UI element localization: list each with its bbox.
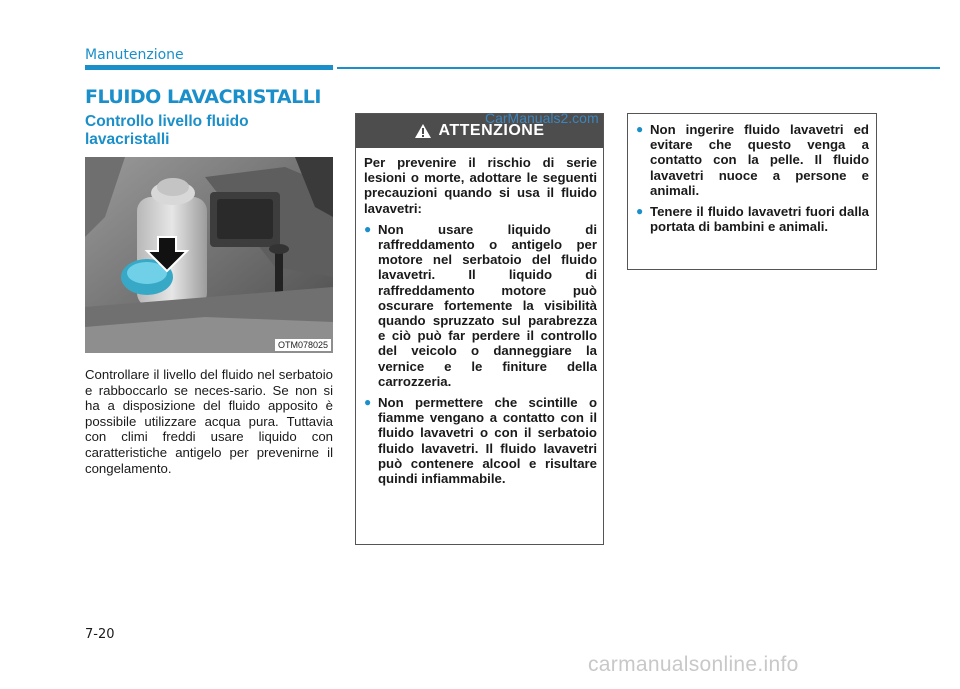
warning-bullet-text: Non permettere che scintille o fiamme vengano a contatto con il fluido lavavetri o con il serbatoio fluido lavavetri. Il fluido lavavetri può contenere alcool e risultare quindi infiammabile. — [378, 395, 597, 487]
header-rule-thick — [85, 65, 333, 70]
side-bullet-text: Non ingerire fluido lavavetri ed evitare che questo venga a contatto con la pelle. Il fluido lavavetri nuoce a persone e animali. — [650, 122, 869, 198]
bullet-icon: ● — [364, 395, 372, 410]
section-label: Manutenzione — [85, 47, 184, 63]
warning-body — [356, 148, 603, 486]
washer-reservoir-photo — [85, 157, 333, 353]
watermark-top: CarManuals2.com — [485, 110, 599, 126]
side-warning-box — [627, 113, 877, 270]
page-number: 7-20 — [85, 627, 115, 642]
side-bullet-text: Tenere il fluido lavavetri fuori dalla portata di bambini e animali. — [650, 204, 869, 235]
warning-bullet — [364, 222, 597, 389]
side-bullet — [636, 122, 869, 198]
page-title: FLUIDO LAVACRISTALLI — [85, 86, 321, 108]
warning-bullet-text: Non usare liquido di raffreddamento o antigelo per motore nel serbatoio del fluido lavavetri. Il liquido di raffreddamento motore può oscurare fortemente la visibilità quando spruzzato sul parabrezza e ciò può far perdere il controllo del veicolo o danneggiare la vernice e le finiture della carrozzeria. — [378, 221, 597, 389]
warning-box — [355, 113, 604, 545]
warning-title: ATTENZIONE — [438, 122, 545, 139]
warning-intro: Per prevenire il rischio di serie lesioni o morte, adottare le seguenti precauzioni quando si usa il fluido lavavetri: — [364, 155, 597, 216]
warning-triangle-icon — [414, 123, 432, 139]
header-rule-thin — [337, 67, 940, 69]
body-paragraph: Controllare il livello del fluido nel serbatoio e rabboccarlo se neces-sario. Se non si ha a disposizione del fluido apposito è possibile utilizzare acqua pura. Tuttavia con climi freddi usare liquido con caratteristiche antigelo per prevenirne il congelamento. — [85, 367, 333, 476]
warning-bullet — [364, 395, 597, 486]
section-subtitle: Controllo livello fluido lavacristalli — [85, 113, 249, 148]
side-bullet — [636, 204, 869, 234]
watermark-bottom: carmanualsonline.info — [588, 653, 799, 676]
photo-code: OTM078025 — [275, 339, 331, 351]
bullet-icon: ● — [636, 122, 644, 136]
bullet-icon: ● — [364, 221, 372, 236]
bullet-icon: ● — [636, 204, 644, 219]
